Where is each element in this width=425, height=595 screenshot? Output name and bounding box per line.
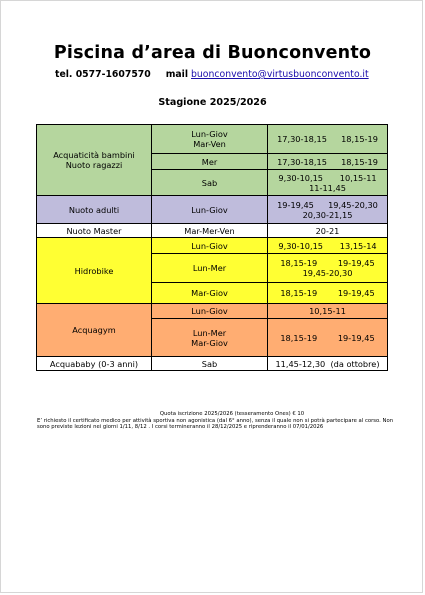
days-text: Mar-Ven <box>193 139 226 149</box>
course-name: Hidrobike <box>74 265 114 276</box>
times-cell <box>268 238 388 254</box>
mail-label: mail <box>165 69 189 80</box>
days-cell <box>152 357 268 371</box>
time-slot: 13,15-14 <box>339 240 377 251</box>
days-cell <box>152 125 268 154</box>
course-name-cell <box>37 196 152 224</box>
time-slot: 19-19,45 <box>337 332 375 343</box>
days-text: Mar-Giov <box>191 288 228 298</box>
days-text: Lun-Giov <box>191 129 228 139</box>
time-slot: 9,30-10,15 <box>278 172 324 183</box>
days-cell <box>152 224 268 238</box>
days-text: Mar-Giov <box>191 337 228 348</box>
table-row <box>37 238 388 254</box>
time-slot: 18,15-19 <box>341 134 378 144</box>
time-slot: 20,30-21,15 <box>302 209 353 220</box>
season-heading: Stagione 2025/2026 <box>158 97 267 108</box>
days-cell <box>152 283 268 304</box>
days-cell <box>152 304 268 319</box>
times-cell <box>268 283 388 304</box>
time-slot: 11-11,45 <box>309 182 346 193</box>
times-cell <box>268 170 388 196</box>
table-row <box>37 125 388 154</box>
course-name: Nuoto Master <box>66 225 122 236</box>
days-cell <box>152 154 268 170</box>
time-slot: 9,30-10,15 <box>278 240 324 251</box>
days-text: Lun-Giov <box>191 240 228 251</box>
time-slot: 10,15-11 <box>309 306 346 316</box>
times-cell <box>268 125 388 154</box>
time-slot: 18,15-19 <box>280 288 318 298</box>
times-cell <box>268 196 388 224</box>
times-cell <box>268 224 388 238</box>
course-name-cell <box>37 357 152 371</box>
course-name-cell <box>37 125 152 196</box>
times-cell <box>268 304 388 319</box>
table-row <box>37 224 388 238</box>
days-text: Sab <box>201 177 218 188</box>
days-text: Lun-Giov <box>191 204 228 215</box>
contact-line <box>55 69 369 80</box>
table-row <box>37 357 388 371</box>
days-text: Mer <box>201 156 218 167</box>
days-text: Sab <box>201 358 218 369</box>
medical-certificate-note: E’ richiesto il certificato medico per attività sportiva non agonistica (dal 6° anno), senza il quale non si potrà partecipare al corso. Non sono previste lezioni nei giorni 1/11, 8/12 . I corsi termineranno il 28/12/2025 e riprenderanno il 07/01/2026 <box>37 417 394 431</box>
course-name: Nuoto adulti <box>68 204 120 215</box>
days-cell <box>152 196 268 224</box>
course-name: Acquaticità bambini <box>53 150 135 160</box>
time-slot: 20-21 <box>315 225 340 236</box>
days-cell <box>152 170 268 196</box>
days-cell <box>152 319 268 357</box>
phone-number: tel. 0577-1607570 <box>55 69 151 80</box>
course-name: Nuoto ragazzi <box>65 160 123 170</box>
course-name-cell <box>37 304 152 357</box>
footnote <box>37 411 397 431</box>
course-name-cell <box>37 238 152 304</box>
time-slot: 19,45-20,30 <box>328 199 378 210</box>
time-slot: 17,30-18,15 <box>277 134 327 144</box>
times-cell <box>268 254 388 283</box>
time-slot: 10,15-11 <box>339 172 377 183</box>
page-title: Piscina d’area di Buonconvento <box>53 43 372 63</box>
time-slot: 19-19,45 <box>277 199 314 210</box>
time-slot: 18,15-19 <box>280 332 318 343</box>
days-text: Lun-Mer <box>192 263 227 273</box>
time-slot: 19-19,45 <box>337 288 375 298</box>
schedule-table <box>36 124 388 371</box>
times-cell <box>268 154 388 170</box>
time-slot: 19,45-20,30 <box>302 268 353 278</box>
days-text: Lun-Mer <box>192 327 227 338</box>
time-slot: 18,15-19 <box>341 156 378 167</box>
days-cell <box>152 238 268 254</box>
email-link[interactable]: buonconvento@virtusbuonconvento.it <box>191 69 369 80</box>
days-cell <box>152 254 268 283</box>
times-cell <box>268 319 388 357</box>
course-name: Acquababy (0-3 anni) <box>49 358 139 369</box>
time-slot: 17,30-18,15 <box>277 156 327 167</box>
days-text: Lun-Giov <box>191 306 228 316</box>
time-slot: 11,45-12,30 (da ottobre) <box>275 358 380 369</box>
registration-fee-note: Quota iscrizione 2025/2026 (tesseramento Ones) € 10 <box>159 411 305 417</box>
table-row <box>37 304 388 319</box>
time-slot: 18,15-19 <box>280 258 318 268</box>
times-cell <box>268 357 388 371</box>
days-text: Mar-Mer-Ven <box>184 225 235 236</box>
time-slot: 19-19,45 <box>337 258 375 268</box>
course-name: Acquagym <box>72 325 116 335</box>
table-row <box>37 196 388 224</box>
course-name-cell <box>37 224 152 238</box>
